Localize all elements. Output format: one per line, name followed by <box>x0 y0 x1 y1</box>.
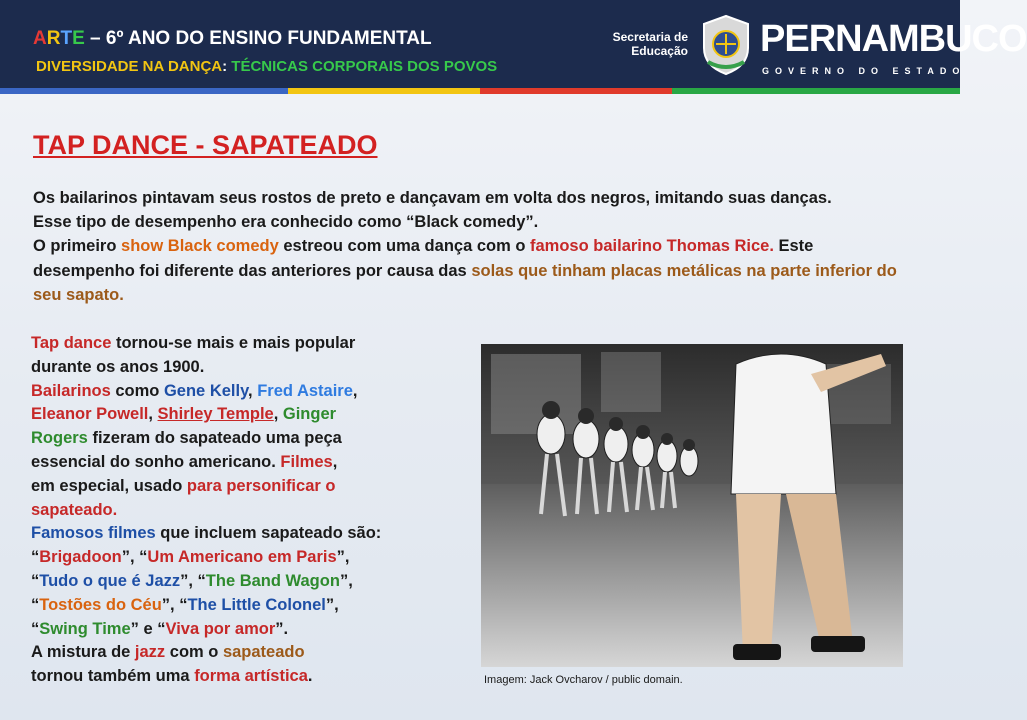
text-run: ”, “ <box>180 571 206 590</box>
text-run: “ <box>31 571 40 590</box>
text-run: solas que tinham placas metálicas na parte inferior do seu sapato. <box>33 261 897 304</box>
text-run: ”, “ <box>121 548 148 567</box>
text-run: Tap dance <box>31 334 112 352</box>
text-run: A mistura de <box>31 643 135 662</box>
text-run: sapateado <box>222 643 305 662</box>
text-run: que incluem sapateado são: <box>155 524 382 543</box>
text-run: estreou com uma dança com o <box>278 237 531 256</box>
text-line: sapateado. <box>31 500 118 519</box>
text-run: Tostões do Céu <box>39 595 162 614</box>
text-run: Brigadoon <box>39 548 122 567</box>
text-run: fizeram do sapateado uma peça <box>87 429 342 448</box>
text-run: ”. <box>275 619 289 638</box>
page-title: TAP DANCE - SAPATEADO <box>33 130 378 160</box>
text-run: show Black comedy <box>121 237 279 256</box>
text-line <box>31 380 471 404</box>
state-logo-text: PERNAMBUCO <box>760 18 1027 60</box>
secretaria-label: Secretaria de Educação <box>612 30 688 58</box>
text-run: Um Americano em Paris <box>147 548 337 567</box>
text-run: ”, <box>336 548 350 567</box>
text-run: , <box>248 381 258 400</box>
text-run: , <box>332 452 338 471</box>
text-run: Viva por amor <box>165 619 276 638</box>
text-run: Famosos filmes <box>31 524 156 543</box>
text-run: “ <box>31 548 40 567</box>
text-run: ” e “ <box>130 619 166 638</box>
intro-sentence: Esse tipo de desempenho era conhecido como “Black comedy”. <box>33 213 539 232</box>
header-letter: R <box>46 28 61 49</box>
text-run: jazz <box>134 643 166 662</box>
text-line <box>31 332 471 356</box>
text-run: , <box>148 405 158 424</box>
photo-illustration <box>481 344 903 667</box>
text-run: “ <box>31 619 40 638</box>
text-run: Tudo o que é Jazz <box>39 571 181 590</box>
text-run: “ <box>31 595 40 614</box>
text-run: Gene Kelly <box>163 381 249 400</box>
tap-dance-photo <box>481 344 903 667</box>
text-line <box>31 618 471 642</box>
subtitle-part: CORPORAIS DOS POVOS <box>307 58 498 75</box>
photo-caption: Imagem: Jack Ovcharov / public domain. <box>484 674 683 686</box>
header-title <box>33 28 432 50</box>
text-run: , <box>273 405 283 424</box>
text-run: como <box>110 381 164 400</box>
text-line <box>31 451 471 475</box>
text-run: The Little Colonel <box>187 595 326 614</box>
text-run: O primeiro <box>33 237 122 256</box>
text-run: ”, “ <box>161 595 188 614</box>
text-line <box>31 641 471 665</box>
text-run: para personificar o <box>186 476 336 495</box>
text-run: essencial do sonho americano. <box>31 452 281 471</box>
intro-sentence: Os bailarinos pintavam seus rostos de preto e dançavam em volta dos negros, imitando suas danças. <box>33 189 832 207</box>
text-run: The Band Wagon <box>205 571 340 590</box>
text-line <box>31 570 471 594</box>
text-run: Filmes <box>280 452 333 471</box>
header-letter: E <box>72 28 85 49</box>
text-line <box>31 594 471 618</box>
header-letter: T <box>60 28 73 49</box>
intro-paragraph <box>33 186 913 307</box>
subtitle-separator: : <box>222 58 232 75</box>
text-run: . <box>307 667 313 686</box>
header-subtitle <box>36 58 497 75</box>
left-column-text <box>31 332 471 689</box>
text-line <box>31 403 471 427</box>
header-title-rest: – 6º ANO DO ENSINO FUNDAMENTAL <box>84 28 432 49</box>
text-run: Eleanor Powell <box>31 405 149 424</box>
text-run: Shirley Temple <box>157 405 274 424</box>
text-line <box>31 522 471 546</box>
header-letter: A <box>33 28 47 49</box>
text-line <box>31 546 471 570</box>
text-run: em especial, usado <box>31 476 187 495</box>
text-run: ”, <box>339 571 353 590</box>
text-run: Rogers <box>31 429 88 448</box>
text-run: tornou-se mais e mais popular <box>111 334 356 352</box>
subtitle-part: DIVERSIDADE NA DANÇA <box>36 58 223 75</box>
text-run: , <box>352 381 358 400</box>
text-run: Bailarinos <box>31 381 111 400</box>
intro-sentence <box>33 234 913 307</box>
pernambuco-crest-icon <box>698 14 754 76</box>
text-line <box>31 665 471 689</box>
text-run: Este desempenho foi diferente das anteriores por causa das <box>33 237 814 280</box>
text-run: forma artística <box>194 667 308 686</box>
header-bar <box>0 0 1027 88</box>
text-run: Fred Astaire <box>257 381 353 400</box>
text-run: ”, <box>325 595 339 614</box>
government-label: GOVERNO DO ESTADO <box>762 66 966 76</box>
text-run: Ginger <box>282 405 337 424</box>
text-line <box>31 475 471 499</box>
text-run: famoso bailarino Thomas Rice. <box>530 237 774 256</box>
flag-color-stripe <box>0 88 960 94</box>
subtitle-part: TÉCNICAS <box>231 58 308 75</box>
text-line: durante os anos 1900. <box>31 357 205 376</box>
text-line <box>31 427 471 451</box>
text-run: Swing Time <box>39 619 131 638</box>
text-run: com o <box>165 643 223 662</box>
text-run: tornou também uma <box>31 667 195 686</box>
